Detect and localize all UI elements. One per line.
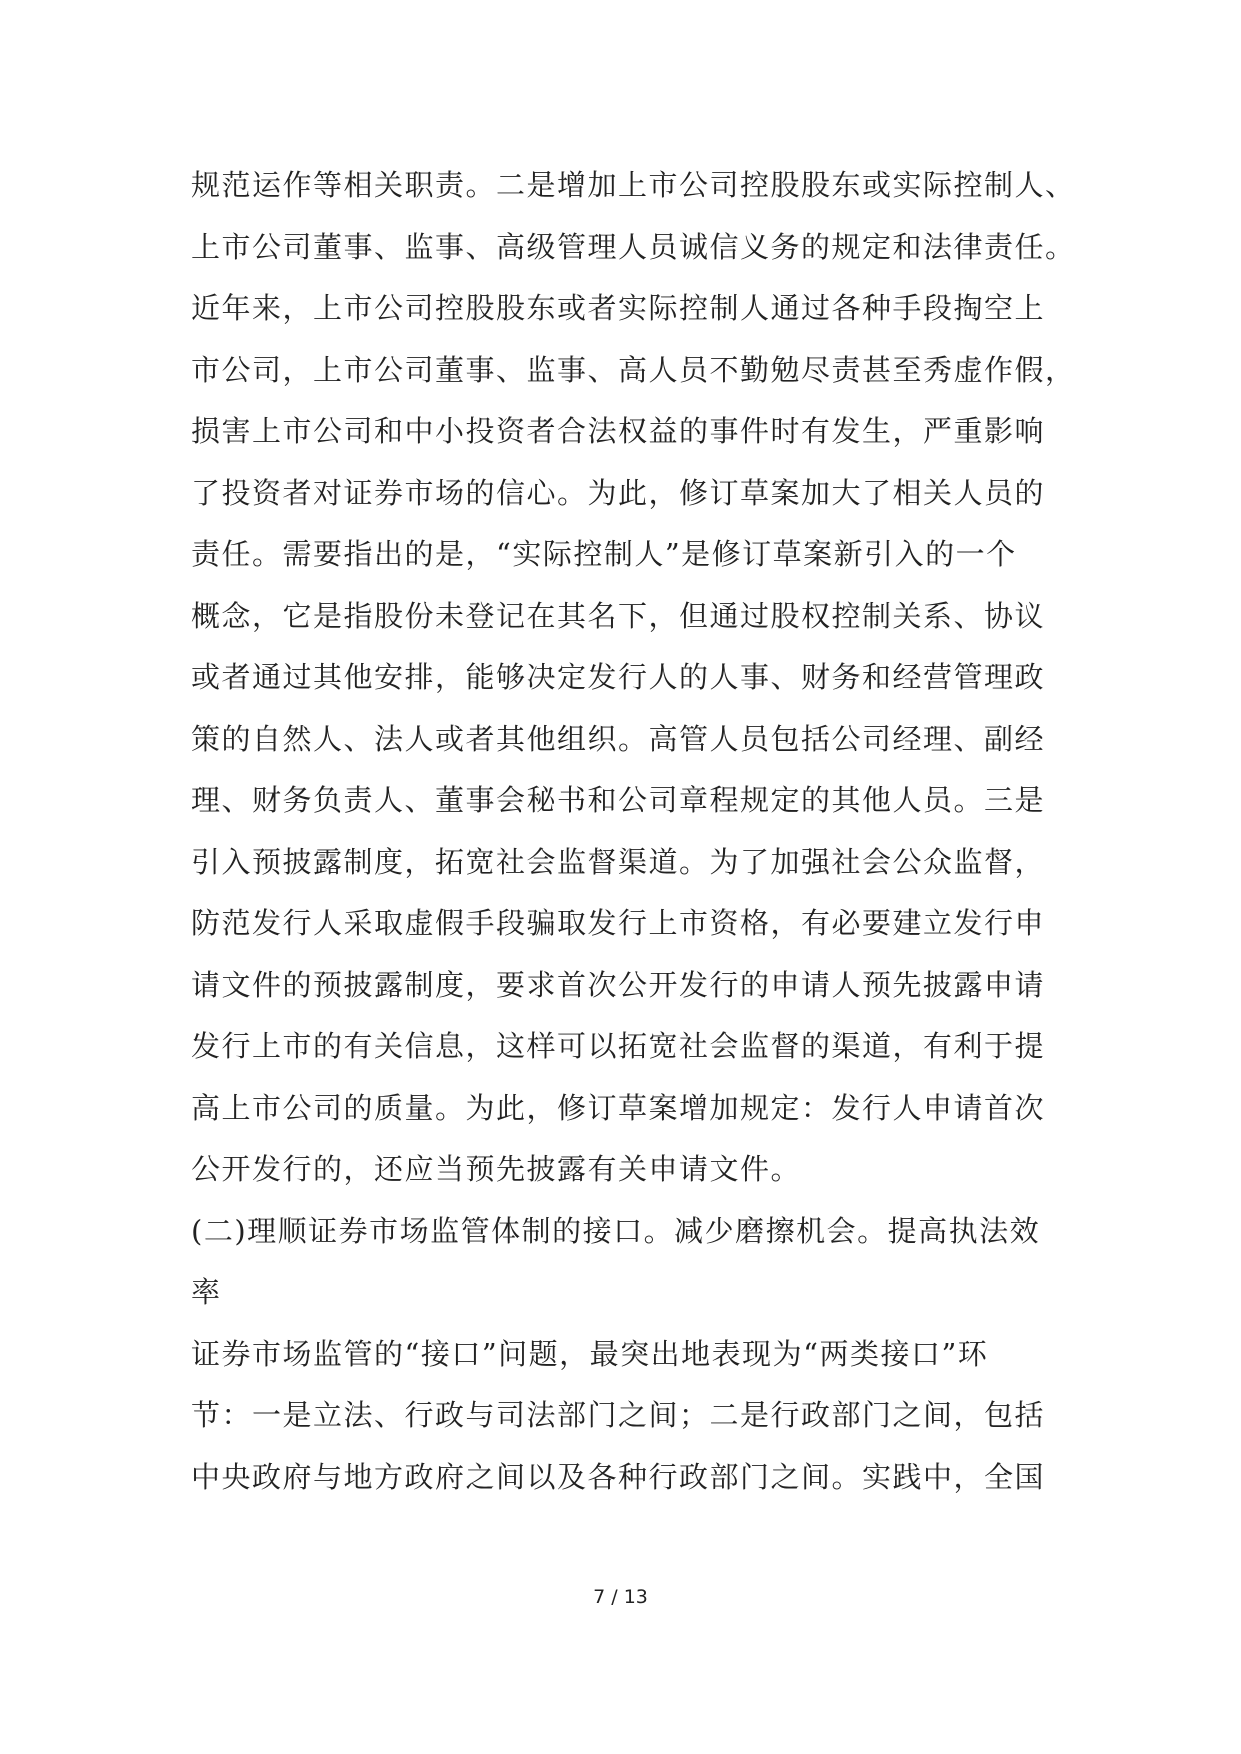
text-line: 了投资者对证券市场的信心。为此，修订草案加大了相关人员的 [191,475,1046,510]
text-line: 或者通过其他安排，能够决定发行人的人事、财务和经营管理政 [191,660,1046,694]
text-line: 发行上市的有关信息，这样可以拓宽社会监督的渠道，有利于提 [191,1029,1046,1063]
text-line: 公开发行的，还应当预先披露有关申请文件。 [191,1152,802,1186]
text-line: 防范发行人采取虚假手段骗取发行上市资格，有必要建立发行申 [191,906,1046,940]
text-line: 规范运作等相关职责。二是增加上市公司控股股东或实际控制人、 [191,168,1076,202]
page-number: 7 / 13 [593,1586,648,1608]
text-line: 引入预披露制度，拓宽社会监督渠道。为了加强社会公众监督， [191,844,1046,879]
text-line: 请文件的预披露制度，要求首次公开发行的申请人预先披露申请 [191,967,1046,1002]
text-line: 中央政府与地方政府之间以及各种行政部门之间。实践中，全国 [191,1459,1046,1494]
text-line: 近年来，上市公司控股股东或者实际控制人通过各种手段掏空上 [191,291,1046,325]
text-line: 节：一是立法、行政与司法部门之间；二是行政部门之间，包括 [191,1398,1046,1432]
text-line: 理、财务负责人、董事会秘书和公司章程规定的其他人员。三是 [191,783,1046,817]
text-line: 概念，它是指股份未登记在其名下，但通过股权控制关系、协议 [191,598,1046,633]
section-heading-line: 率 [191,1275,222,1309]
text-line: 损害上市公司和中小投资者合法权益的事件时有发生，严重影响 [191,414,1046,448]
text-line: 责任。需要指出的是，“实际控制人”是修订草案新引入的一个 [191,537,1017,571]
text-line: 高上市公司的质量。为此，修订草案增加规定：发行人申请首次 [191,1090,1046,1125]
section-heading-line: (二)理顺证券市场监管体制的接口。减少磨擦机会。提高执法效 [191,1213,1041,1248]
text-line: 策的自然人、法人或者其他组织。高管人员包括公司经理、副经 [191,721,1046,756]
text-line: 上市公司董事、监事、高级管理人员诚信义务的规定和法律责任。 [191,229,1076,264]
body-text [191,155,1091,1508]
text-line: 证券市场监管的“接口”问题，最突出地表现为“两类接口”环 [191,1336,989,1371]
text-line: 市公司，上市公司董事、监事、高人员不勤勉尽责甚至秀虚作假， [191,352,1076,387]
